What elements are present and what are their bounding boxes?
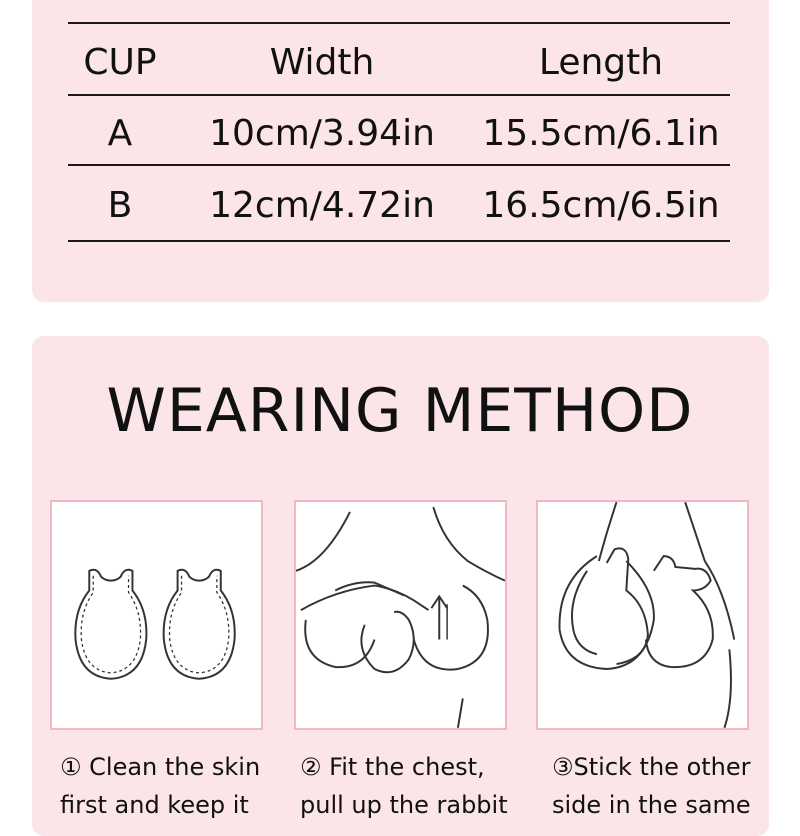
header-length: Length	[538, 42, 664, 83]
header-width: Width	[269, 42, 375, 83]
row-a-cup: A	[107, 113, 133, 154]
step-3-caption: ③Stick the other	[552, 753, 751, 781]
row-b-cup: B	[107, 185, 133, 226]
table-rule-header	[68, 94, 730, 96]
fit-chest-illustration	[296, 502, 505, 728]
step-1-panel	[50, 500, 263, 730]
step-3-caption-cont: side in the same	[552, 791, 751, 819]
step-2-caption-cont: pull up the rabbit	[300, 791, 508, 819]
step-2-panel	[294, 500, 507, 730]
table-rule-bottom	[68, 240, 730, 242]
step-2-caption: ② Fit the chest,	[300, 753, 485, 781]
table-rule-top	[68, 22, 730, 24]
nipple-cover-pair-illustration	[52, 502, 261, 728]
step-1-caption-cont: first and keep it	[60, 791, 249, 819]
header-cup: CUP	[83, 42, 157, 83]
row-a-length: 15.5cm/6.1in	[482, 113, 720, 154]
step-1-caption: ① Clean the skin	[60, 753, 261, 781]
row-b-width: 12cm/4.72in	[209, 185, 435, 226]
table-rule-row-a	[68, 164, 730, 166]
wearing-method-title: WEARING METHOD	[106, 376, 694, 446]
stick-other-side-illustration	[538, 502, 747, 728]
step-3-panel	[536, 500, 749, 730]
row-a-width: 10cm/3.94in	[209, 113, 435, 154]
row-b-length: 16.5cm/6.5in	[482, 185, 720, 226]
